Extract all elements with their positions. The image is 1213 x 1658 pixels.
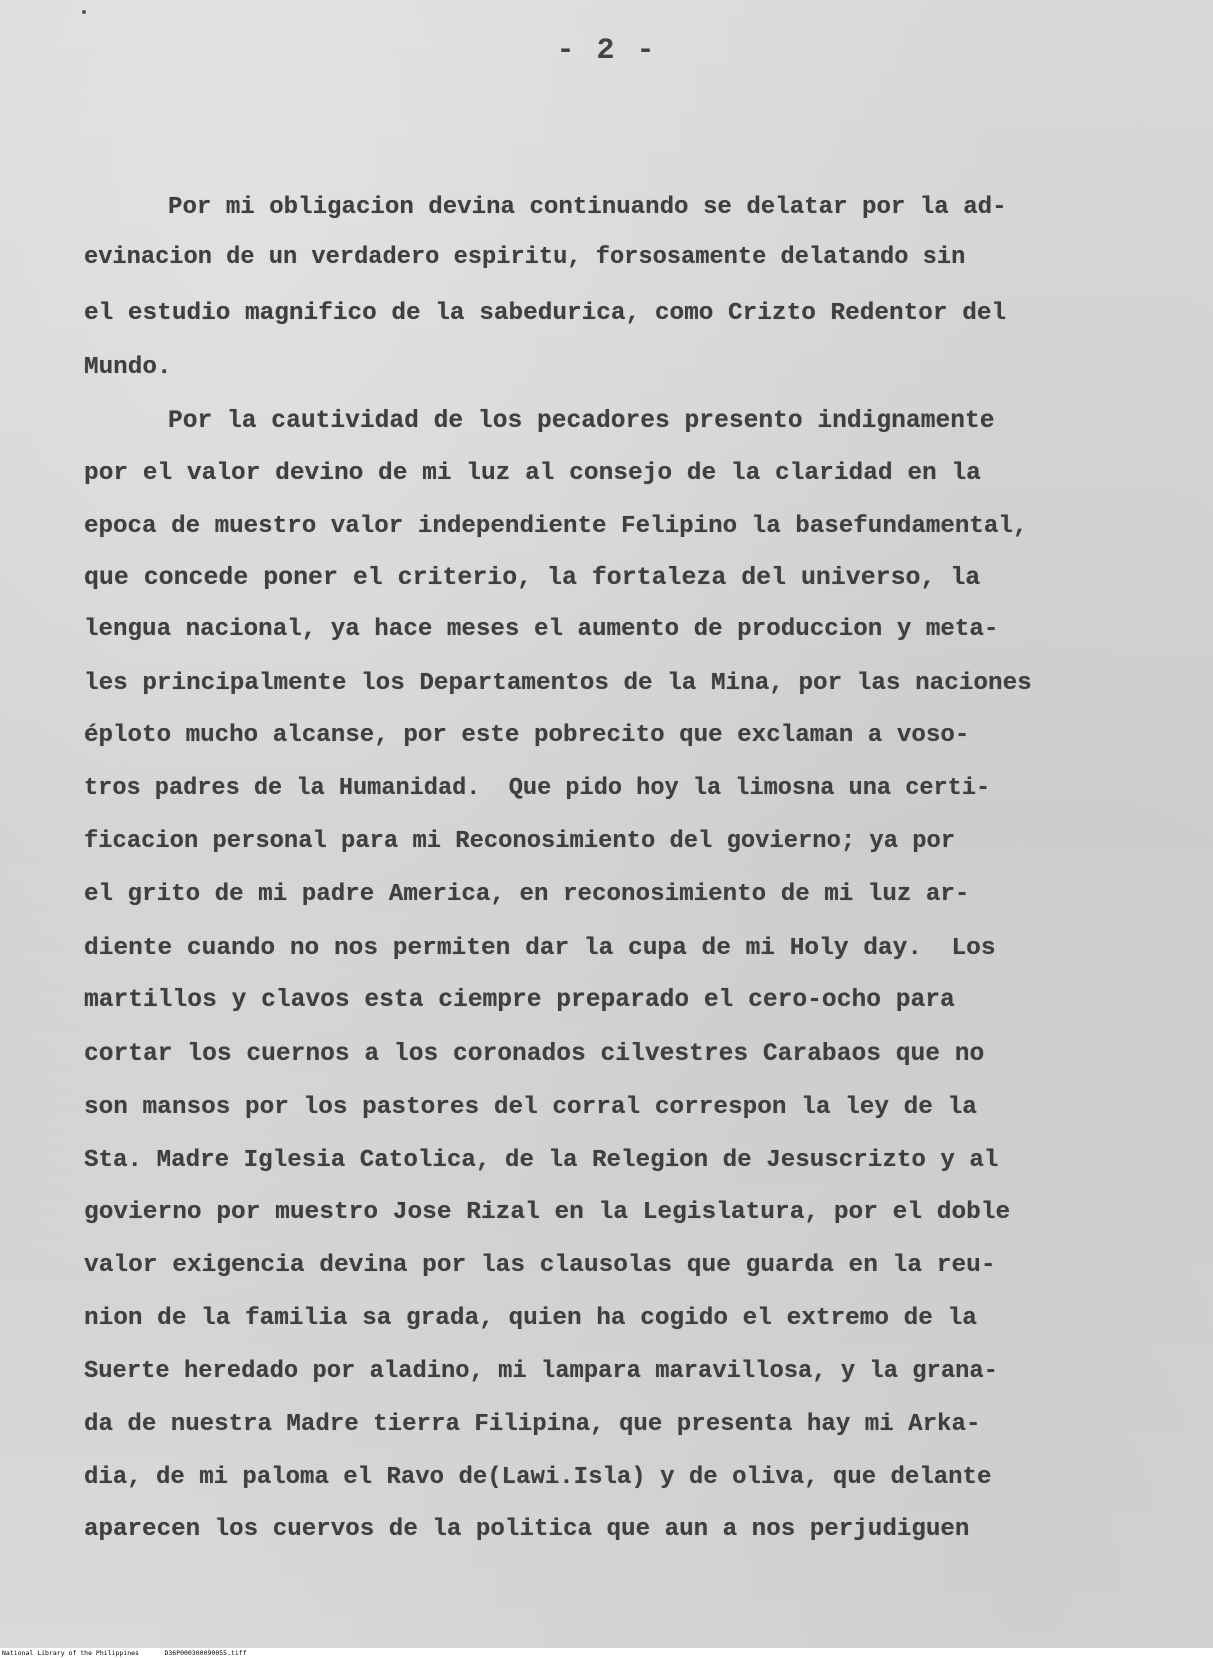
- text-line: Sta. Madre Iglesia Catolica, de la Relegion de Jesuscrizto y al: [84, 1147, 999, 1174]
- text-line: diente cuando no nos permiten dar la cupa de mi Holy day. Los: [84, 935, 996, 962]
- text-line: martillos y clavos esta ciempre preparado el cero-ocho para: [84, 987, 955, 1014]
- text-line: lengua nacional, ya hace meses el aumento de produccion y meta-: [84, 616, 999, 643]
- page-number: - 2 -: [556, 34, 657, 68]
- text-line: éploto mucho alcanse, por este pobrecito que exclaman a voso-: [84, 722, 970, 749]
- text-line: por el valor devino de mi luz al consejo de la claridad en la: [84, 460, 981, 487]
- text-line: tros padres de la Humanidad. Que pido hoy la limosna una certi-: [84, 775, 991, 802]
- text-line: nion de la familia sa grada, quien ha cogido el extremo de la: [84, 1305, 977, 1332]
- text-line: Suerte heredado por aladino, mi lampara maravillosa, y la grana-: [84, 1358, 998, 1385]
- text-line: Por mi obligacion devina continuando se delatar por la ad-: [168, 194, 1007, 221]
- text-line: epoca de muestro valor independiente Felipino la basefundamental,: [84, 513, 1028, 540]
- scan-footer: [0, 1648, 1213, 1658]
- footer-library: National Library of the Philippines: [2, 1649, 139, 1657]
- text-line: Por la cautividad de los pecadores presento indignamente: [168, 408, 995, 435]
- text-line: que concede poner el criterio, la fortaleza del universo, la: [84, 564, 981, 592]
- text-line: dia, de mi paloma el Ravo de(Lawi.Isla) y de oliva, que delante: [84, 1464, 992, 1491]
- text-line: Mundo.: [84, 354, 172, 381]
- text-line: ficacion personal para mi Reconosimiento del govierno; ya por: [84, 828, 956, 855]
- text-line: el grito de mi padre America, en reconosimiento de mi luz ar-: [84, 881, 970, 908]
- text-line: da de nuestra Madre tierra Filipina, que presenta hay mi Arka-: [84, 1411, 981, 1438]
- text-line: govierno por muestro Jose Rizal en la Legislatura, por el doble: [84, 1199, 1011, 1226]
- footer-file: D36P000300090055.tiff: [164, 1649, 247, 1657]
- text-line: aparecen los cuervos de la politica que aun a nos perjudiguen: [84, 1516, 970, 1543]
- text-line: cortar los cuernos a los coronados cilvestres Carabaos que no: [84, 1041, 985, 1068]
- text-line: son mansos por los pastores del corral correspon la ley de la: [84, 1094, 977, 1121]
- text-line: les principalmente los Departamentos de la Mina, por las naciones: [84, 670, 1032, 697]
- ink-speck: [82, 10, 86, 14]
- text-line: evinacion de un verdadero espiritu, forsosamente delatando sin: [84, 244, 966, 271]
- text-line: el estudio magnifico de la sabedurica, como Crizto Redentor del: [84, 300, 1007, 327]
- text-line: valor exigencia devina por las clausolas que guarda en la reu-: [84, 1252, 996, 1279]
